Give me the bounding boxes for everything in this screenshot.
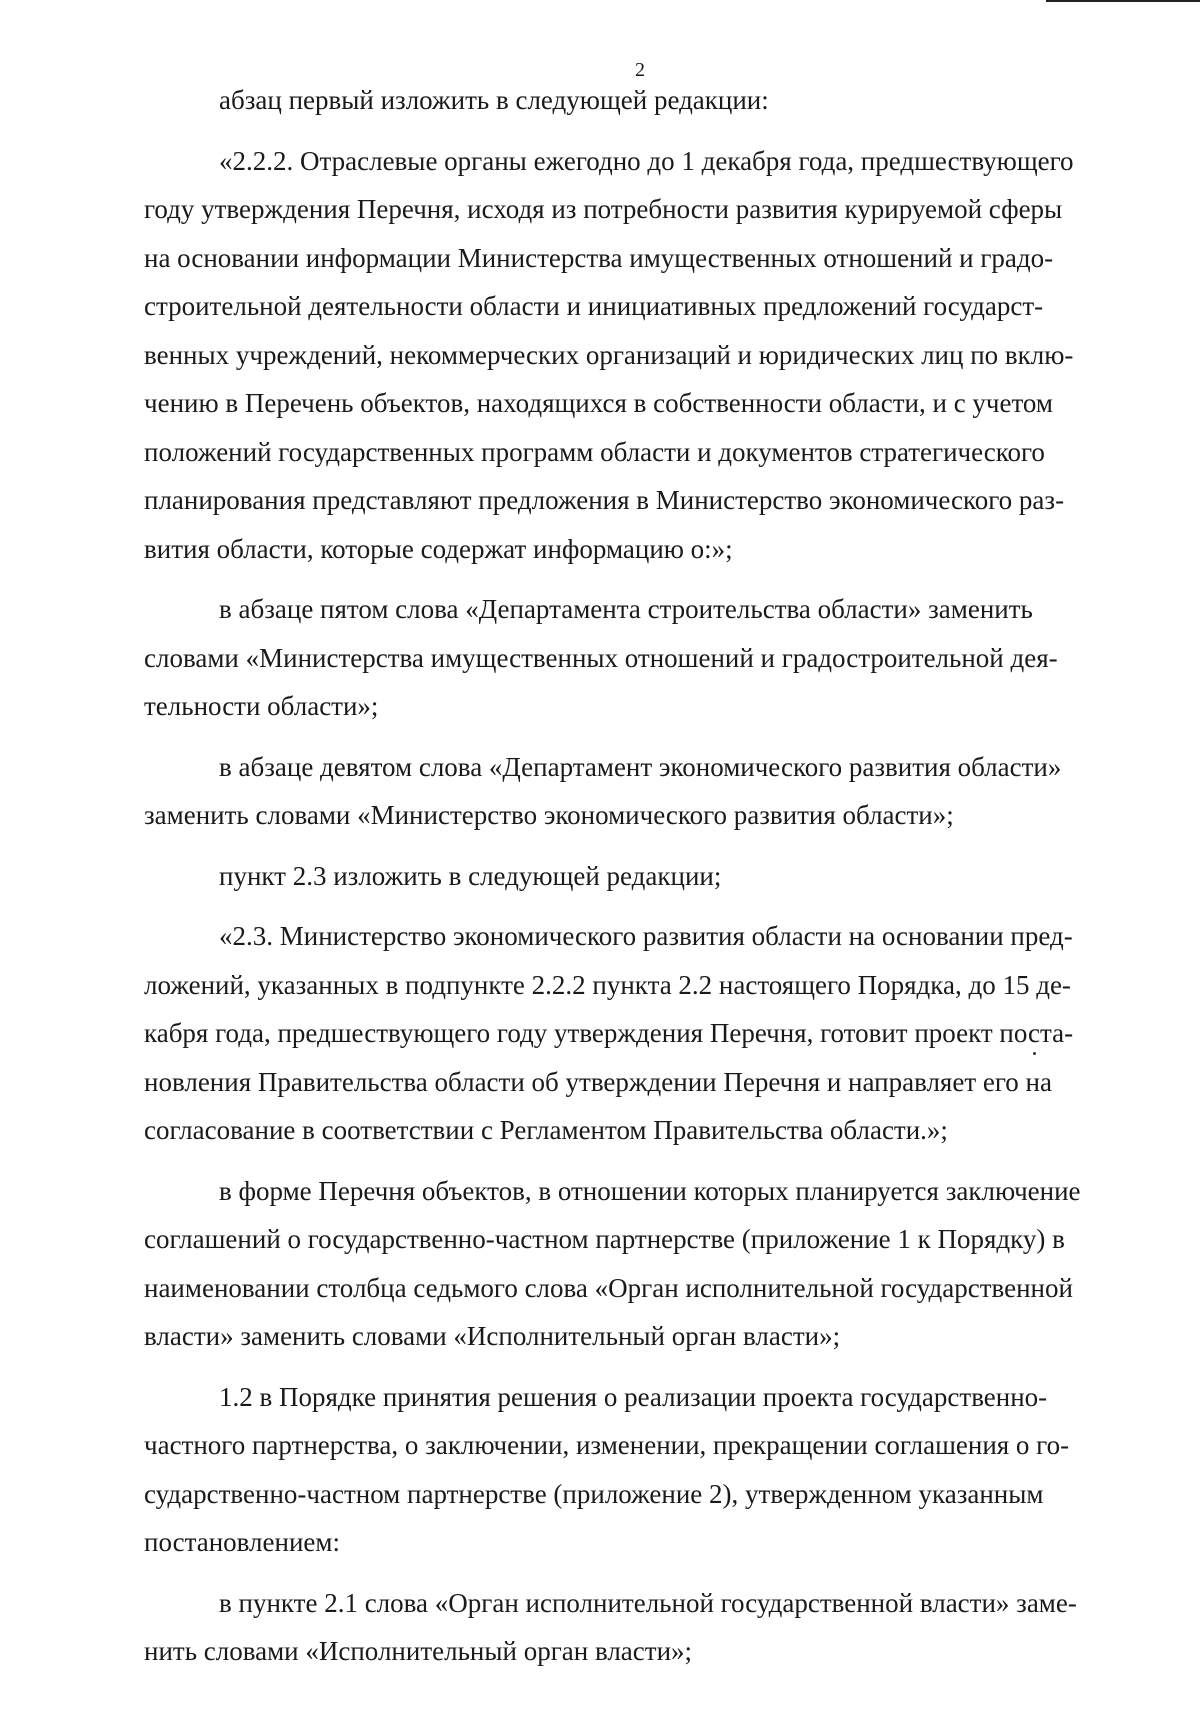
page-number: 2 bbox=[635, 59, 645, 81]
paragraph-4: в абзаце девятом слова «Департамент экономического развития области» заменить словами «Министерство экономического развития области»; bbox=[144, 751, 1062, 830]
paragraph-2: «2.2.2. Отраслевые органы ежегодно до 1 декабря года, предшествующего году утверждения Перечня, исходя из потребности развития курируемой сферы на основании информации Министерства имущественных отношений и градо- строительной деятельности области и инициативных предложений государст- венных учреждений, некоммерческих организаций и юридических лиц по вклю- чению в Перечень объектов, находящихся в собственности области, и с учетом положений государственных программ области и документов стратегического планирования представляют предложения в Министерство экономического раз- вития области, которые содержат информацию о:»; bbox=[144, 145, 1074, 564]
paragraph-9: в пункте 2.1 слова «Орган исполнительной государственной власти» заме- нить словами «Исполнительный орган власти»; bbox=[144, 1587, 1077, 1666]
paragraph-1: абзац первый изложить в следующей редакции: bbox=[219, 85, 769, 115]
paragraph-6: «2.3. Министерство экономического развития области на основании пред- ложений, указанных в подпункте 2.2.2 пункта 2.2 настоящего Порядка, до 15 де- кабря года, предшествующего году утверждения Перечня, готовит проект поста- новления Правительства области об утверждении Перечня и направляет его на согласование в соответствии с Регламентом Правительства области.»; bbox=[144, 921, 1074, 1145]
top-edge-rule bbox=[1046, 0, 1200, 2]
paragraph-3: в абзаце пятом слова «Департамента строительства области» заменить словами «Министерства имущественных отношений и градостроительной дея- тельности области»; bbox=[144, 594, 1058, 721]
document-body bbox=[144, 76, 1144, 1688]
paragraph-8: 1.2 в Порядке принятия решения о реализации проекта государственно- частного партнерства, о заключении, изменении, прекращении соглашения о го- сударственно-частном партнерстве (приложение 2), утвержденном указанным постановлением: bbox=[144, 1381, 1070, 1557]
scan-speck bbox=[1033, 1052, 1036, 1055]
paragraph-5: пункт 2.3 изложить в следующей редакции; bbox=[219, 860, 722, 891]
paragraph-7: в форме Перечня объектов, в отношении которых планируется заключение соглашений о государственно-частном партнерстве (приложение 1 к Порядку) в наименовании столбца седьмого слова «Орган исполнительной государственной власти» заменить словами «Исполнительный орган власти»; bbox=[144, 1175, 1081, 1351]
